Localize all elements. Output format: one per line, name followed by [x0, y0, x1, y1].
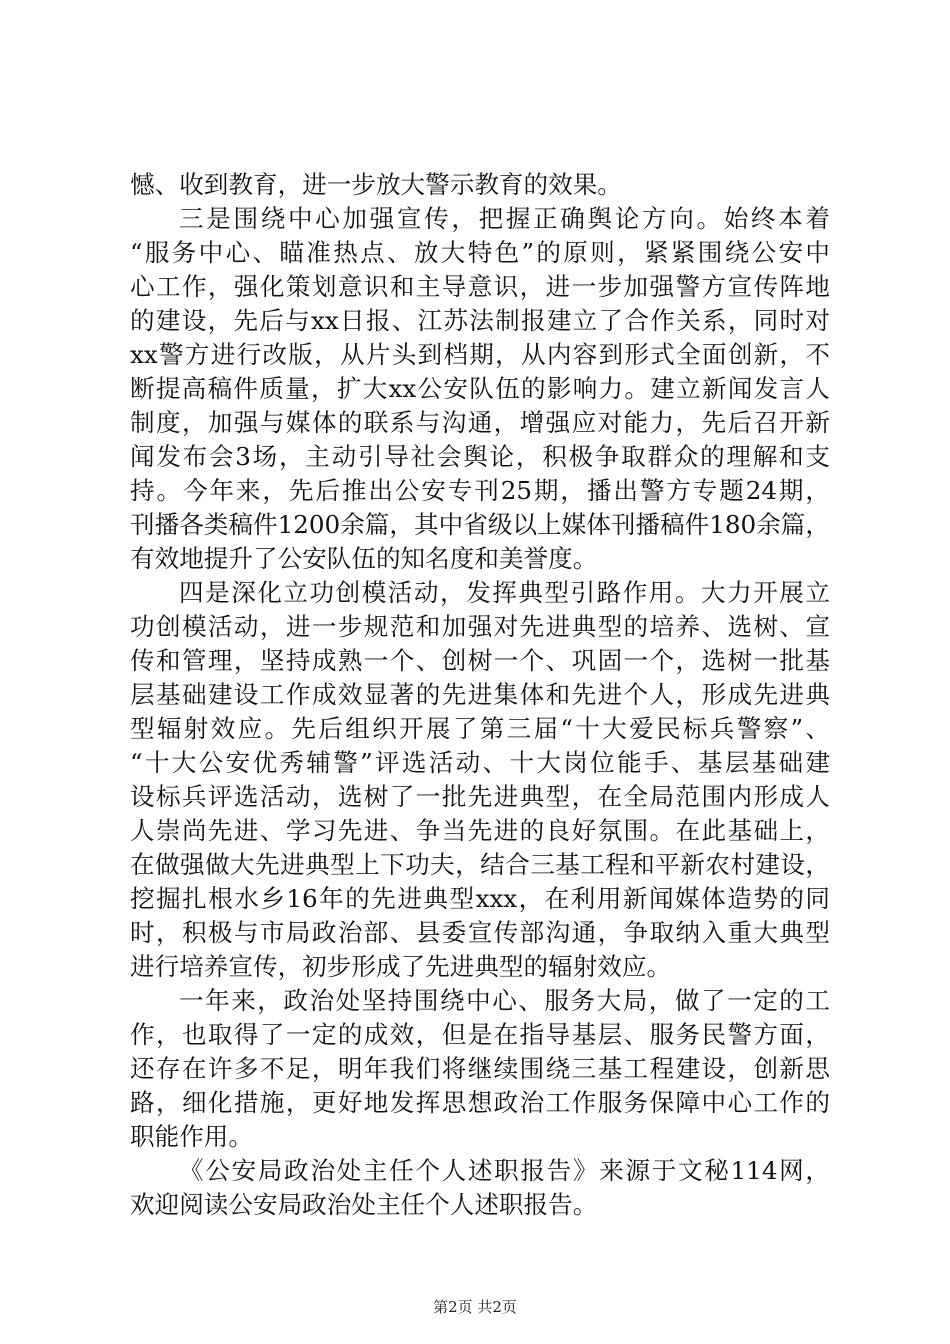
text-line: 功创模活动，进一步规范和加强对先进典型的培养、选树、宣	[130, 612, 830, 641]
text-line: 有效地提升了公安队伍的知名度和美誉度。	[130, 544, 598, 573]
text-line: 欢迎阅读公安局政治处主任个人述职报告。	[130, 1190, 598, 1219]
text-line: 三是围绕中心加强宣传，把握正确舆论方向。始终本着	[179, 204, 830, 233]
text-line: 一年来，政治处坚持围绕中心、服务大局，做了一定的工	[179, 986, 830, 1015]
text-line: 路，细化措施，更好地发挥思想政治工作服务保障中心工作的	[130, 1088, 830, 1117]
text-line: 刊播各类稿件1200余篇，其中省级以上媒体刊播稿件180余篇，	[130, 510, 830, 539]
text-line: 还存在许多不足，明年我们将继续围绕三基工程建设，创新思	[130, 1054, 830, 1083]
text-line: 断提高稿件质量，扩大xx公安队伍的影响力。建立新闻发言人	[130, 374, 830, 403]
text-line: 持。今年来，先后推出公安专刊25期，播出警方专题24期，	[130, 476, 830, 505]
text-line: 在做强做大先进典型上下功夫，结合三基工程和平新农村建设，	[130, 850, 830, 879]
text-line: 作，也取得了一定的成效，但是在指导基层、服务民警方面，	[130, 1020, 830, 1049]
text-line: 职能作用。	[130, 1122, 253, 1151]
text-line: 人崇尚先进、学习先进、争当先进的良好氛围。在此基础上，	[130, 816, 830, 845]
text-line: 设标兵评选活动，选树了一批先进典型，在全局范围内形成人	[130, 782, 830, 811]
text-line: 心工作，强化策划意识和主导意识，进一步加强警方宣传阵地	[130, 272, 830, 301]
text-line: 《公安局政治处主任个人述职报告》来源于文秘114网，	[179, 1156, 830, 1185]
text-line: “服务中心、瞄准热点、放大特色”的原则，紧紧围绕公安中	[130, 238, 830, 267]
text-line: 层基础建设工作成效显著的先进集体和先进个人，形成先进典	[130, 680, 830, 709]
text-line: 进行培养宣传，初步形成了先进典型的辐射效应。	[130, 952, 672, 981]
text-line: 挖掘扎根水乡16年的先进典型xxx，在利用新闻媒体造势的同	[130, 884, 830, 913]
text-line: “十大公安优秀辅警”评选活动、十大岗位能手、基层基础建	[130, 748, 830, 777]
text-line: 四是深化立功创模活动，发挥典型引路作用。大力开展立	[179, 578, 830, 607]
text-line: 传和管理，坚持成熟一个、创树一个、巩固一个，选树一批基	[130, 646, 830, 675]
text-line: 的建设，先后与xx日报、江苏法制报建立了合作关系，同时对	[130, 306, 830, 335]
text-line: xx警方进行改版，从片头到档期，从内容到形式全面创新，不	[130, 340, 830, 369]
text-line: 憾、收到教育，进一步放大警示教育的效果。	[130, 170, 622, 199]
text-line: 制度，加强与媒体的联系与沟通，增强应对能力，先后召开新	[130, 408, 830, 437]
page-footer: 第2页 共2页	[433, 1298, 517, 1316]
text-line: 型辐射效应。先后组织开展了第三届“十大爱民标兵警察”、	[130, 714, 830, 743]
text-line: 时，积极与市局政治部、县委宣传部沟通，争取纳入重大典型	[130, 918, 830, 947]
text-line: 闻发布会3场，主动引导社会舆论，积极争取群众的理解和支	[130, 442, 830, 471]
document-body	[130, 168, 830, 1222]
